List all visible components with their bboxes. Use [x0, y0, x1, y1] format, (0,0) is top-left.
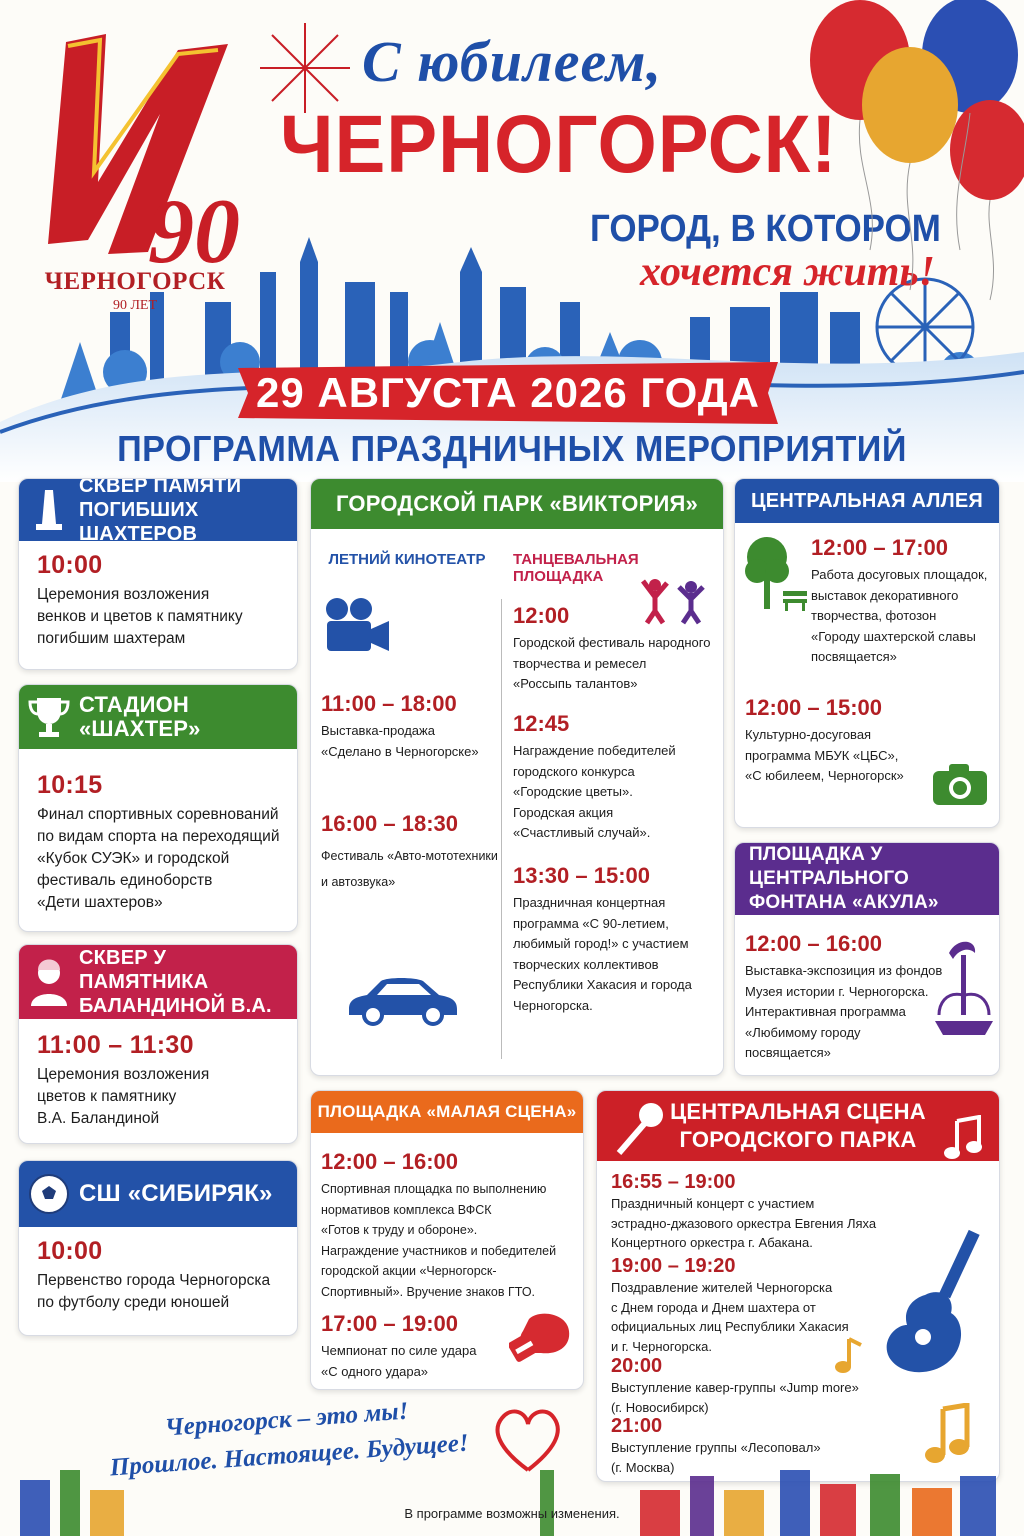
venue-title: СШ «СИБИРЯК» — [79, 1180, 273, 1207]
subvenue-title-cinema: ЛЕТНИЙ КИНОТЕАТР — [328, 551, 486, 568]
event-description: официальных лиц Республики Хакасия — [611, 1319, 849, 1334]
event-time: 12:00 – 17:00 — [811, 535, 948, 560]
logo-number: 90 — [148, 180, 240, 272]
event-description: по футболу среди юношей — [37, 1294, 230, 1311]
event-time: 10:00 — [37, 551, 103, 579]
event-description: Спортивный». Вручение знаков ГТО. — [321, 1284, 536, 1299]
event-time: 16:55 – 19:00 — [611, 1171, 736, 1193]
event-description: (г. Новосибирск) — [611, 1399, 709, 1415]
event-time: 11:00 – 11:30 — [37, 1031, 194, 1059]
anniversary-logo-icon — [28, 22, 258, 272]
fountain-icon — [931, 935, 997, 1052]
trophy-icon — [19, 694, 79, 740]
event-description: Спортивная площадка по выполнению — [321, 1182, 547, 1196]
event-description: городского конкурса — [513, 763, 635, 779]
venue-header — [597, 1091, 999, 1161]
microphone-icon — [611, 1099, 667, 1164]
event-description: Чемпионат по силе удара — [321, 1343, 477, 1358]
car-icon — [343, 969, 461, 1034]
venue-title-line2: ПОГИБШИХ ШАХТЕРОВ — [79, 499, 199, 545]
venue-header — [311, 1091, 583, 1133]
event-time: 12:00 — [513, 603, 570, 628]
venue-header — [19, 478, 297, 545]
movie-camera-icon — [321, 597, 393, 664]
venue-card-sibiryak — [18, 1160, 298, 1336]
event-description: Культурно-досуговая — [745, 727, 872, 742]
venue-card-skver-balandinoy — [18, 944, 298, 1144]
music-note-icon — [831, 1335, 867, 1380]
event-description: Поздравление жителей Черногорска — [611, 1280, 833, 1295]
bottom-skyline-illustration — [0, 1440, 1024, 1536]
event-description: венков и цветов к памятнику — [37, 608, 243, 625]
program-title: ПРОГРАММА ПРАЗДНИЧНЫХ МЕРОПРИЯТИЙ — [117, 428, 907, 469]
event-description: Первенство города Черногорска — [37, 1272, 271, 1289]
logo-years: 90 ЛЕТ — [112, 298, 158, 313]
subheadline-line2: хочется жить! — [640, 249, 936, 295]
event-description: «Городские цветы». — [513, 784, 633, 799]
event-description: нормативов комплекса ВФСК — [321, 1202, 492, 1217]
event-description: «С одного удара» — [321, 1363, 429, 1379]
event-description: и г. Черногорска. — [611, 1338, 713, 1354]
event-description: погибшим шахтерам — [37, 630, 186, 647]
event-description: фестиваль единоборств — [37, 872, 213, 889]
changes-note: В программе возможны изменения. — [404, 1506, 620, 1521]
event-description: программа МБУК «ЦБС», — [745, 747, 899, 763]
venue-header — [735, 479, 999, 523]
event-description: Выступление кавер-группы «Jump more» — [611, 1380, 859, 1395]
event-description: «Кубок СУЭК» и городской — [37, 850, 230, 867]
venue-header — [19, 945, 297, 1019]
event-time: 12:00 – 16:00 — [321, 1149, 458, 1174]
venue-title-line1: СКВЕР ПАМЯТИ — [79, 478, 242, 497]
camera-icon — [931, 761, 989, 812]
event-description: Черногорска. — [513, 997, 593, 1013]
venue-header — [735, 843, 999, 915]
event-description: Республики Хакасия и города — [513, 977, 692, 992]
subvenue-title-dance: ТАНЦЕВАЛЬНАЯ ПЛОЩАДКА — [513, 551, 639, 585]
event-description: по видам спорта на переходящий — [37, 828, 280, 845]
event-description: Праздничный концерт с участием — [611, 1196, 815, 1211]
event-description: Награждение победителей — [513, 743, 676, 758]
event-description: «С юбилеем, Черногорск» — [745, 768, 904, 783]
event-time: 12:00 – 15:00 — [745, 695, 882, 720]
event-time: 13:30 – 15:00 — [513, 863, 650, 888]
event-description: «Счастливый случай». — [513, 825, 651, 840]
event-description: (г. Москва) — [611, 1459, 675, 1475]
event-description: «Любимому городу — [745, 1024, 861, 1040]
event-description: Церемония возложения — [37, 1066, 210, 1083]
event-description: цветов к памятнику — [37, 1088, 177, 1105]
headline-line1: С юбилеем, — [362, 29, 662, 94]
venue-title-line2: ФОНТАНА «АКУЛА» — [749, 892, 939, 913]
venue-card-small-stage — [310, 1090, 584, 1390]
event-time: 12:00 – 16:00 — [745, 931, 882, 956]
event-description: «Россыпь талантов» — [513, 676, 638, 691]
venue-title-line2: ГОРОДСКОГО ПАРКА — [679, 1127, 917, 1152]
event-time: 10:00 — [37, 1237, 103, 1265]
subheadline-line1: ГОРОД, В КОТОРОМ — [590, 208, 941, 250]
venue-title: СТАДИОН «ШАХТЕР» — [79, 692, 201, 741]
venue-title: ГОРОДСКОЙ ПАРК «ВИКТОРИЯ» — [336, 491, 698, 516]
event-description: любимый город!» с участием — [513, 936, 689, 951]
venue-header — [19, 1161, 297, 1227]
event-description: Выступление группы «Лесоповал» — [611, 1440, 821, 1455]
event-time: 10:15 — [37, 771, 103, 799]
boxing-glove-icon — [509, 1309, 575, 1372]
event-description: Музея истории г. Черногорска. — [745, 983, 929, 999]
event-time: 12:45 — [513, 711, 570, 736]
venue-card-stadion — [18, 684, 298, 932]
event-description: Выставка-продажа — [321, 723, 435, 738]
event-description: В.А. Баландиной — [37, 1110, 160, 1127]
venue-title-line2: БАЛАНДИНОЙ В.А. — [79, 995, 272, 1017]
tree-bench-icon — [743, 531, 809, 620]
event-description: с Днем города и Днем шахтера от — [611, 1299, 816, 1315]
venue-card-park-victoria — [310, 478, 724, 1076]
balloons-icon — [800, 0, 1024, 320]
headline-line2: ЧЕРНОГОРСК! — [280, 99, 838, 190]
event-description: выставок декоративного — [811, 587, 959, 603]
event-time: 11:00 – 18:00 — [321, 691, 457, 716]
event-description: творчества и ремесел — [513, 655, 647, 671]
event-description: Работа досуговых площадок, — [811, 567, 988, 582]
football-icon — [19, 1173, 79, 1215]
venue-title-line1: ЦЕНТРАЛЬНАЯ СЦЕНА — [670, 1099, 926, 1124]
venue-header — [311, 479, 723, 529]
event-description: эстрадно-джазового оркестра Евгения Ляха — [611, 1215, 877, 1231]
event-time: 16:00 – 18:30 — [321, 811, 458, 836]
event-description: Праздничная концертная — [513, 895, 666, 910]
event-description: Городской фестиваль народного — [513, 635, 711, 650]
venue-card-main-stage — [596, 1090, 1000, 1482]
event-description: посвящается» — [745, 1045, 831, 1060]
column-divider — [501, 599, 502, 1059]
event-description: Выставка-экспозиция из фондов — [745, 963, 943, 978]
event-description: Городская акция — [513, 804, 614, 820]
event-date: 29 АВГУСТА 2026 ГОДА — [255, 369, 760, 416]
venue-card-fountain — [734, 842, 1000, 1076]
logo-city-name: ЧЕРНОГОРСК — [44, 268, 226, 295]
event-description: Концертного оркестра г. Абакана. — [611, 1235, 813, 1250]
monument-icon — [19, 486, 79, 534]
venue-title: ПЛОЩАДКА «МАЛАЯ СЦЕНА» — [317, 1102, 577, 1121]
venue-title-line1: ПЛОЩАДКА У ЦЕНТРАЛЬНОГО — [749, 844, 910, 889]
event-description: «Дети шахтеров» — [37, 894, 163, 911]
event-description: Интерактивная программа — [745, 1004, 906, 1019]
event-description: Фестиваль «Авто-мототехники — [321, 849, 498, 863]
event-description: «Городу шахтерской славы — [811, 628, 976, 644]
slogan-line2: Прошлое. Настоящее. Будущее! — [108, 1429, 470, 1482]
venue-card-skver-shahterov — [18, 478, 298, 670]
event-time: 20:00 — [611, 1355, 663, 1377]
event-description: программа «С 90-летием, — [513, 915, 669, 931]
event-description: «Сделано в Черногорске» — [321, 743, 479, 759]
event-description: и автозвука» — [321, 875, 396, 889]
event-description: посвящается» — [811, 649, 897, 664]
event-time: 17:00 – 19:00 — [321, 1311, 458, 1336]
event-description: творческих коллективов — [513, 956, 659, 972]
woman-portrait-icon — [19, 956, 79, 1008]
event-description: Финал спортивных соревнований — [37, 806, 279, 823]
event-description: «Готов к труду и обороне». — [321, 1223, 478, 1237]
event-time: 21:00 — [611, 1415, 663, 1437]
venue-card-central-alley — [734, 478, 1000, 828]
event-description: Церемония возложения — [37, 586, 210, 603]
guitar-icon — [881, 1225, 993, 1390]
venue-header — [19, 685, 297, 749]
music-note-icon — [943, 1115, 983, 1166]
venue-title: ЦЕНТРАЛЬНАЯ АЛЛЕЯ — [751, 490, 983, 512]
event-time: 19:00 – 19:20 — [611, 1255, 736, 1277]
venue-title-line1: СКВЕР У ПАМЯТНИКА — [79, 947, 209, 993]
event-description: городской акции «Черногорск- — [321, 1264, 497, 1278]
slogan-line1: Черногорск – это мы! — [164, 1397, 410, 1442]
event-description: творчества, фотозон — [811, 608, 937, 623]
event-description: Награждение участников и победителей — [321, 1243, 557, 1258]
